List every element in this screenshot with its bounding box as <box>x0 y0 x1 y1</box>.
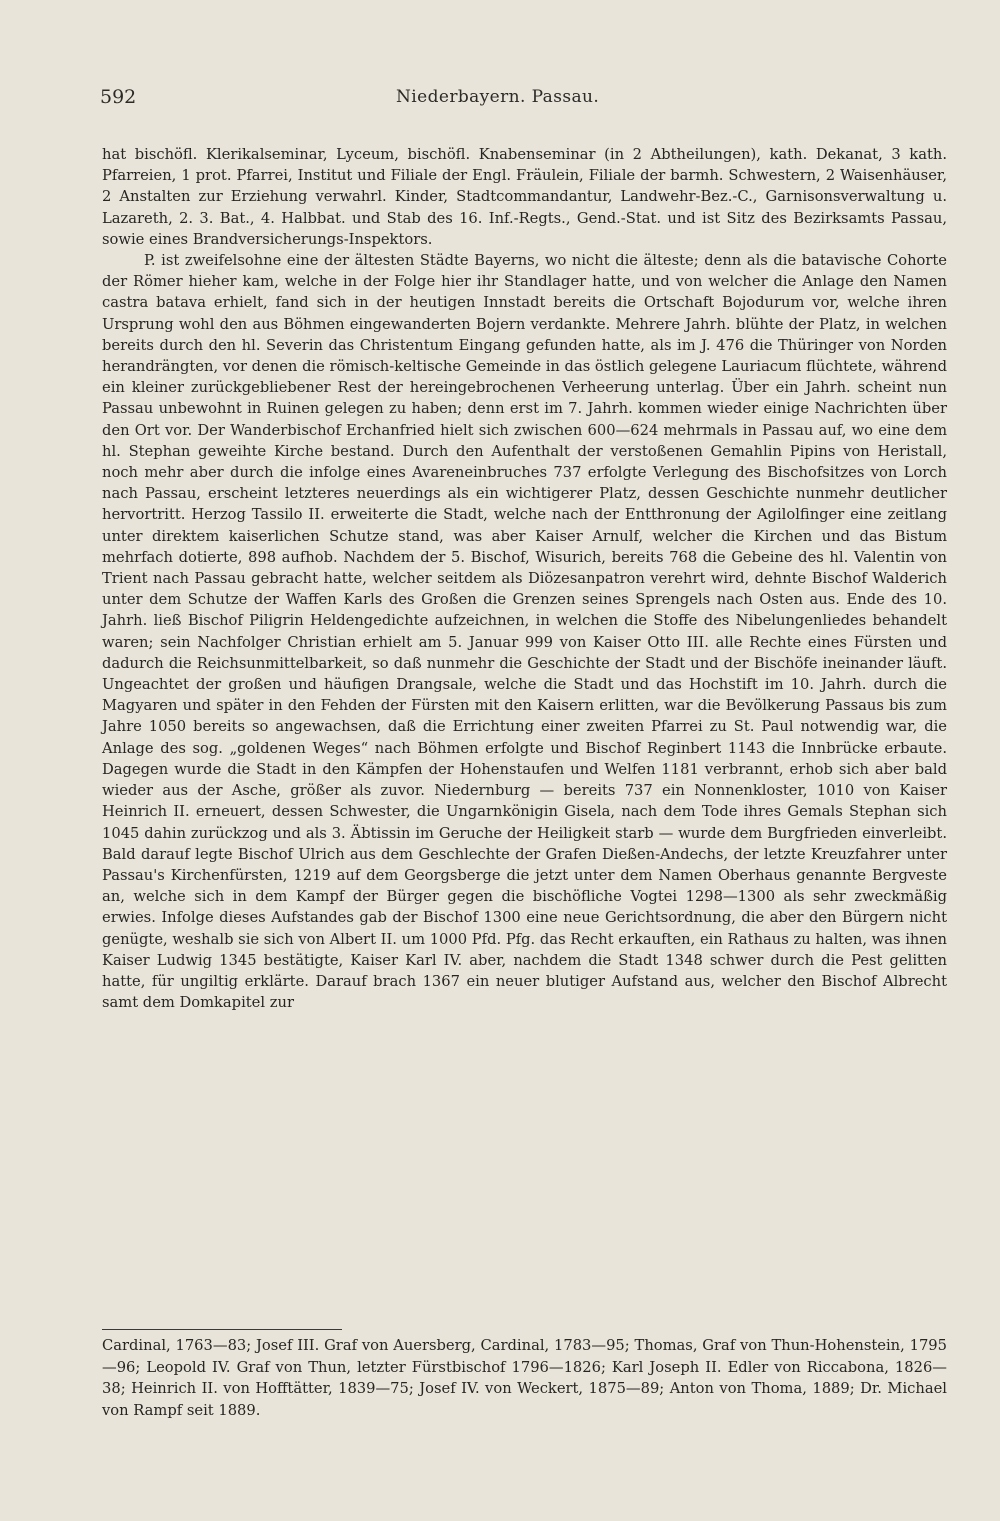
main-text <box>102 144 947 1013</box>
running-title: Niederbayern. Passau. <box>396 87 600 107</box>
page-header <box>100 86 950 116</box>
paragraph: hat bischöfl. Klerikalseminar, Lyceum, bischöfl. Knabenseminar (in 2 Abtheilungen), kath. Dekanat, 3 kath. Pfarreien, 1 prot. Pfarrei, Institut und Filiale der Engl. Fräulein, Filiale der barmh. Schwestern, 2 Waisenhäuser, 2 Anstalten zur Erziehung verwahrl. Kinder, Stadtcommandantur, Landwehr-Bez.-C., Garnisonsverwaltung u. Lazareth, 2. 3. Bat., 4. Halbbat. und Stab des 16. Inf.-Regts., Gend.-Stat. und ist Sitz des Bezirksamts Passau, sowie eines Brandversicherungs-Inspektors. <box>102 146 947 248</box>
footnote: Cardinal, 1763—83; Josef III. Graf von Auersberg, Cardinal, 1783—95; Thomas, Graf von Thun-Hohenstein, 1795—96; Leopold IV. Graf von Thun, letzter Fürstbischof 1796—1826; Karl Joseph II. Edler von Riccabona, 1826—38; Heinrich II. von Hofftätter, 1839—75; Josef IV. von Weckert, 1875—89; Anton von Thoma, 1889; Dr. Michael von Rampf seit 1889. <box>102 1337 947 1419</box>
page-number: 592 <box>100 86 137 108</box>
footnote-divider <box>102 1329 342 1330</box>
paragraph: P. ist zweifelsohne eine der ältesten Städte Bayerns, wo nicht die älteste; denn als die batavische Cohorte der Römer hieher kam, welche in der Folge hier ihr Standlager hatte, und von welcher die Anlage den Namen castra batava erhielt, fand sich in der heutigen Innstadt bereits die Ortschaft Bojodurum vor, welche ihren Ursprung wohl den aus Böhmen eingewanderten Bojern verdankte. Mehrere Jahrh. blühte der Platz, in welchen bereits durch den hl. Severin das Christentum Eingang gefunden hatte, als im J. 476 die Thüringer von Norden herandrängten, vor denen die römisch-keltische Gemeinde in das östlich gelegene Lauriacum flüchtete, während ein kleiner zurückgebliebener Rest der hereingebrochenen Verheerung unterlag. Über ein Jahrh. scheint nun Passau unbewohnt in Ruinen gelegen zu haben; denn erst im 7. Jahrh. kommen wieder einige Nachrichten über den Ort vor. Der Wanderbischof Erchanfried hielt sich zwischen 600—624 mehrmals in Passau auf, wo eine dem hl. Stephan geweihte Kirche bestand. Durch den Aufenthalt der verstoßenen Gemahlin Pipins von Heristall, noch mehr aber durch die infolge eines Avareneinbruches 737 erfolgte Verlegung des Bischofsitzes von Lorch nach Passau, erscheint letzteres neuerdings als ein wichtigerer Platz, dessen Geschichte nunmehr deutlicher hervortritt. Herzog Tassilo II. erweiterte die Stadt, welche nach der Entthronung der Agilolfinger eine zeitlang unter direktem kaiserlichen Schutze stand, was aber Kaiser Arnulf, welcher die Kirchen und das Bistum mehrfach dotierte, 898 aufhob. Nachdem der 5. Bischof, Wisurich, bereits 768 die Gebeine des hl. Valentin von Trient nach Passau gebracht hatte, welcher seitdem als Diözesanpatron verehrt wird, dehnte Bischof Walderich unter dem Schutze der Waffen Karls des Großen die Grenzen seines Sprengels nach Osten aus. Ende des 10. Jahrh. ließ Bischof Piligrin Heldengedichte aufzeichnen, in welchen die Stoffe des Nibelungenliedes behandelt waren; sein Nachfolger Christian erhielt am 5. Januar 999 von Kaiser Otto III. alle Rechte eines Fürsten und dadurch die Reichsunmittelbarkeit, so daß nunmehr die Geschichte der Stadt und der Bischöfe ineinander läuft. Ungeachtet der großen und häufigen Drangsale, welche die Stadt und das Hochstift im 10. Jahrh. durch die Magyaren und später in den Fehden der Fürsten mit den Kaisern erlitten, war die Bevölkerung Passaus bis zum Jahre 1050 bereits so angewachsen, daß die Errichtung einer zweiten Pfarrei zu St. Paul notwendig war, die Anlage des sog. „goldenen Weges“ nach Böhmen erfolgte und Bischof Reginbert 1143 die Innbrücke erbaute. Dagegen wurde die Stadt in den Kämpfen der Hohenstaufen und Welfen 1181 verbrannt, erhob sich aber bald wieder aus der Asche, größer als zuvor. Niedernburg — bereits 737 ein Nonnenkloster, 1010 von Kaiser Heinrich II. erneuert, dessen Schwester, die Ungarnkönigin Gisela, nach dem Tode ihres Gemals Stephan sich 1045 dahin zurückzog und als 3. Äbtissin im Geruche der Heiligkeit starb — wurde dem Burgfrieden einverleibt. Bald darauf legte Bischof Ulrich aus dem Geschlechte der Grafen Dießen-Andechs, der letzte Kreuzfahrer unter Passau's Kirchenfürsten, 1219 auf dem Georgsberge die jetzt unter dem Namen Oberhaus genannte Bergveste an, welche sich in dem Kampf der Bürger gegen die bischöfliche Vogtei 1298—1300 als sehr zweckmäßig erwies. Infolge dieses Aufstandes gab der Bischof 1300 eine neue Gerichtsordnung, die aber den Bürgern nicht genügte, weshalb sie sich von Albert II. um 1000 Pfd. Pfg. das Recht erkauften, ein Rathaus zu halten, was ihnen Kaiser Ludwig 1345 bestätigte, Kaiser Karl IV. aber, nachdem die Stadt 1348 schwer durch die Pest gelitten hatte, für ungiltig erklärte. Darauf brach 1367 ein neuer blutiger Aufstand aus, welcher den Bischof Albrecht samt dem Domkapitel zur <box>102 252 947 1012</box>
